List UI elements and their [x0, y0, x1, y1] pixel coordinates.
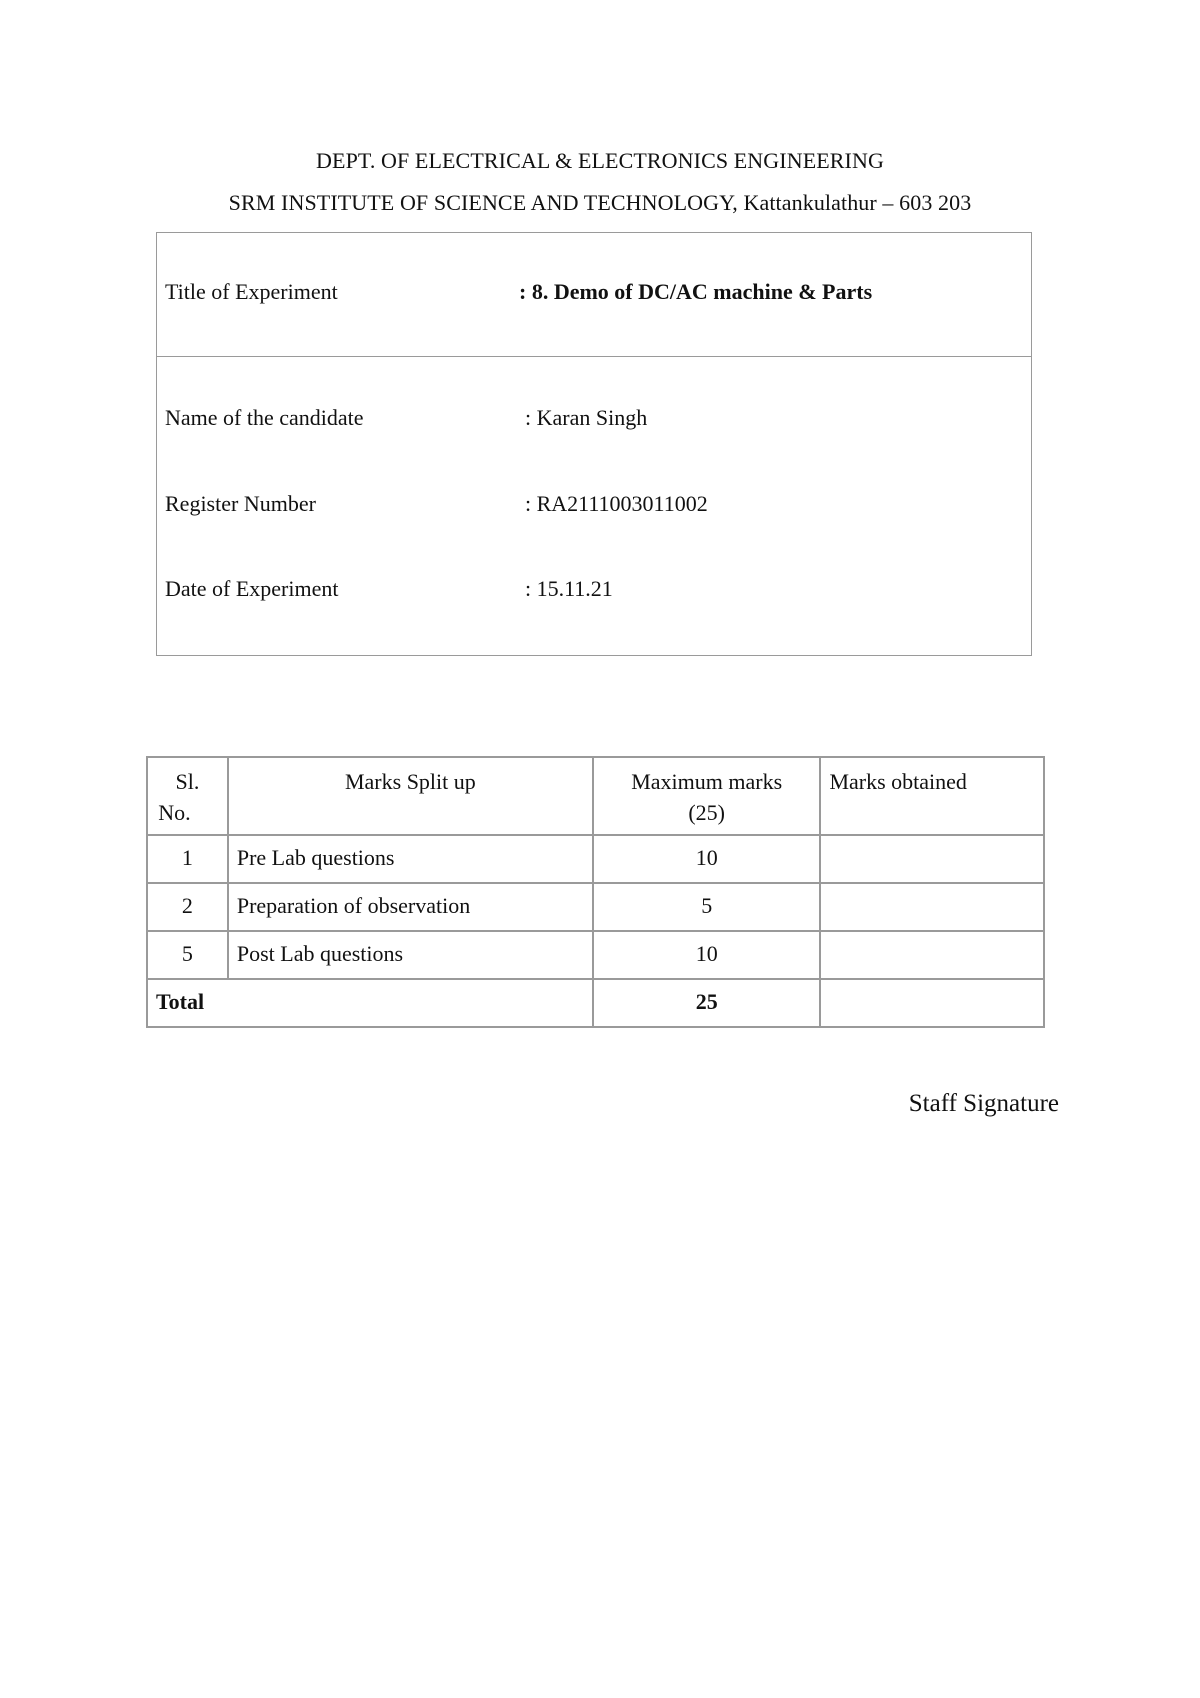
title-of-experiment-value: : 8. Demo of DC/AC machine & Parts: [519, 279, 873, 304]
row-sl: 5: [147, 931, 228, 979]
row-item: Preparation of observation: [228, 883, 593, 931]
row-obtained: [820, 883, 1044, 931]
table-row: [147, 931, 1044, 979]
marks-table: [146, 756, 1045, 1028]
table-row: [147, 883, 1044, 931]
candidate-name-label: Name of the candidate: [165, 405, 364, 430]
title-of-experiment-label: Title of Experiment: [165, 279, 338, 304]
total-label: Total: [147, 979, 593, 1027]
header-sl-line1: Sl.: [175, 769, 200, 794]
row-max: 10: [593, 931, 821, 979]
register-number-value: : RA2111003011002: [525, 491, 708, 516]
total-row: [147, 979, 1044, 1027]
date-of-experiment-label: Date of Experiment: [165, 576, 339, 601]
row-sl: 2: [147, 883, 228, 931]
total-max: 25: [593, 979, 821, 1027]
row-sl: 1: [147, 835, 228, 883]
register-number-label: Register Number: [165, 491, 316, 516]
header-marks-obtained: Marks obtained: [820, 757, 1044, 835]
header-max-line2: (25): [688, 800, 726, 825]
header-maximum-marks: [593, 757, 821, 835]
total-obtained: [820, 979, 1044, 1027]
experiment-info-box: [156, 232, 1032, 656]
row-obtained: [820, 835, 1044, 883]
header-sl-no: [147, 757, 228, 835]
date-of-experiment-value: : 15.11.21: [525, 576, 613, 601]
header-max-line1: Maximum marks: [631, 769, 783, 794]
row-max: 5: [593, 883, 821, 931]
row-obtained: [820, 931, 1044, 979]
institute-heading: SRM INSTITUTE OF SCIENCE AND TECHNOLOGY, Kattankulathur – 603 203: [228, 190, 972, 215]
table-row: [147, 835, 1044, 883]
header-sl-line2: No.: [158, 800, 191, 825]
candidate-name-value: : Karan Singh: [525, 405, 648, 430]
staff-signature-label: Staff Signature: [908, 1090, 1059, 1117]
row-item: Post Lab questions: [228, 931, 593, 979]
department-heading: DEPT. OF ELECTRICAL & ELECTRONICS ENGINEERING: [316, 148, 884, 173]
header-marks-split-up: Marks Split up: [228, 757, 593, 835]
info-divider: [157, 356, 1031, 357]
row-max: 10: [593, 835, 821, 883]
row-item: Pre Lab questions: [228, 835, 593, 883]
marks-table-header-row: [147, 757, 1044, 835]
